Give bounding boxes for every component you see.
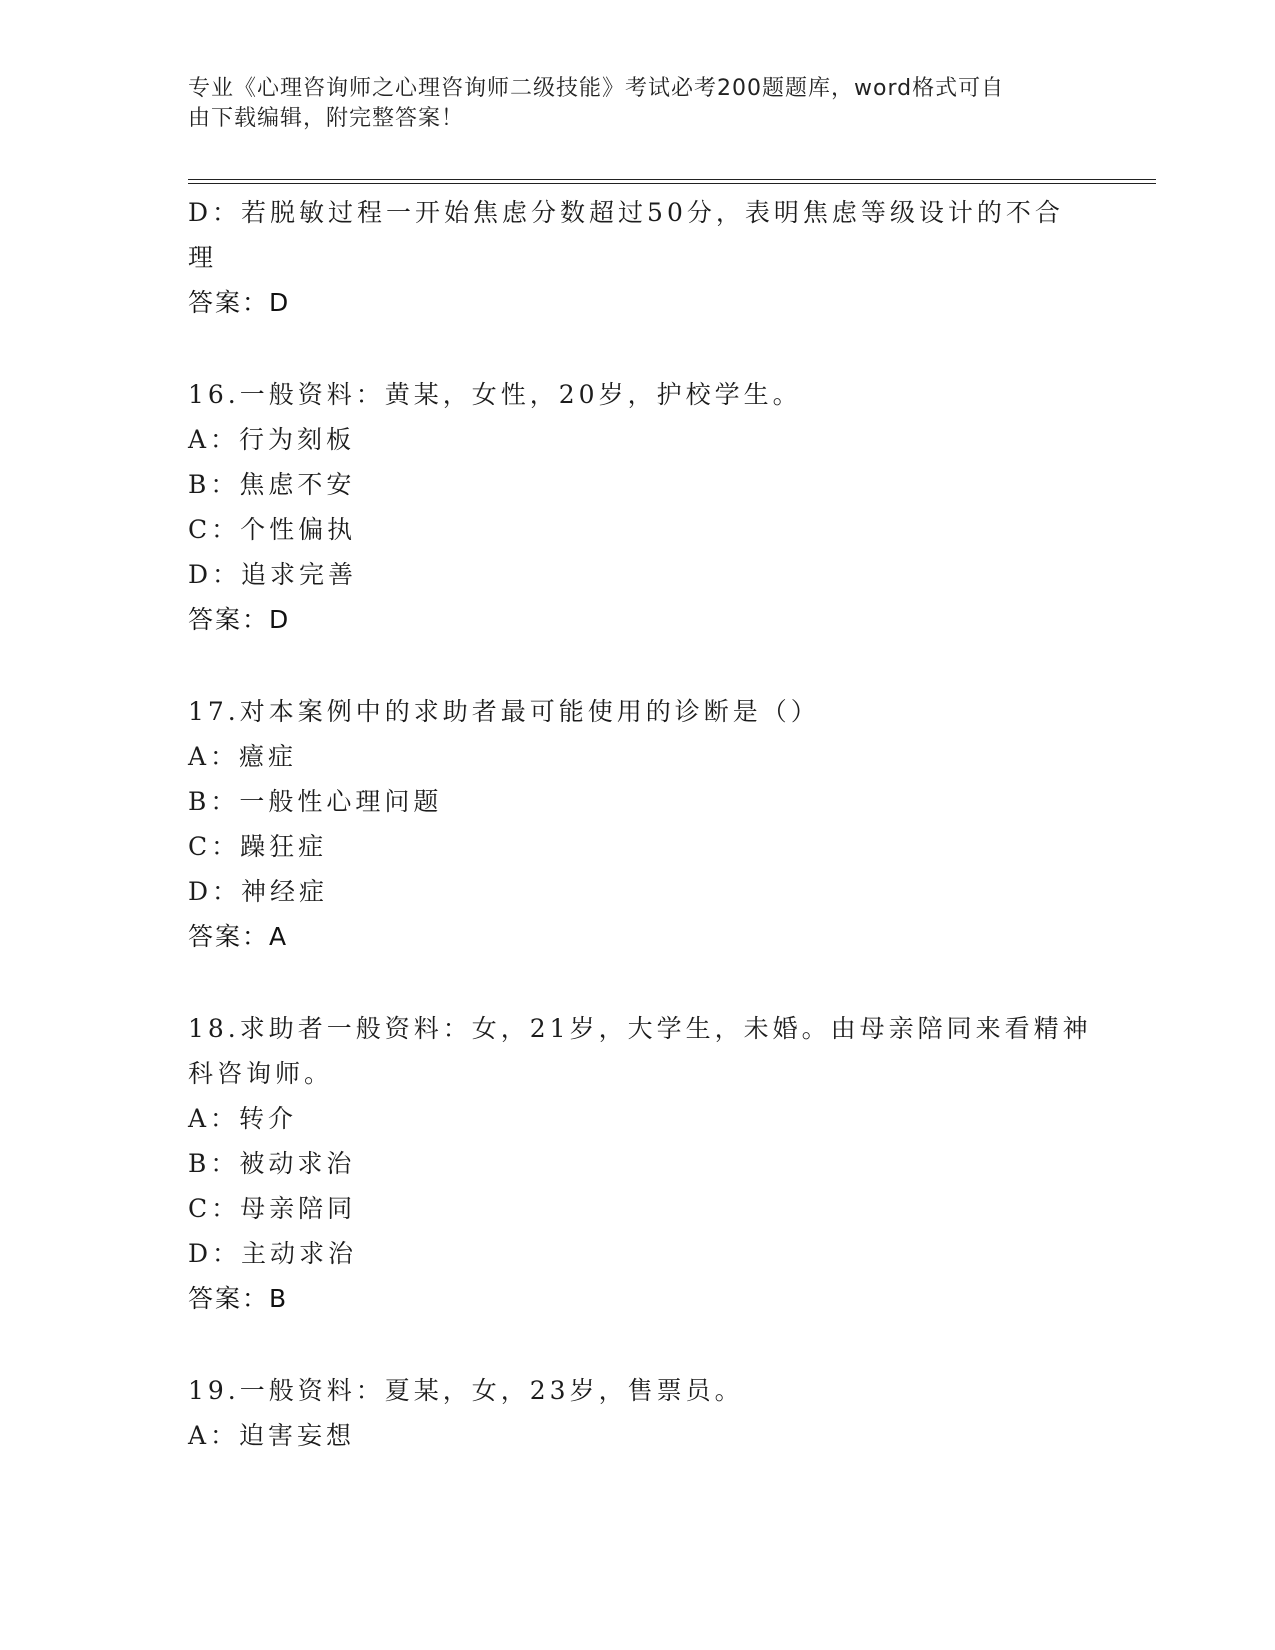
prev-option-d-line-2: 理 <box>188 243 218 272</box>
header-line-1: 专业《心理咨询师之心理咨询师二级技能》考试必考200题题库，word格式可自 <box>188 76 1005 101</box>
spacer <box>188 326 1088 372</box>
question-list <box>188 190 1092 1458</box>
question-18-option-a: A：转介 <box>188 1104 298 1133</box>
header-line-2: 由下载编辑，附完整答案！ <box>188 106 465 131</box>
prev-answer: 答案：D <box>188 288 291 317</box>
question-18-option-b: B：被动求治 <box>188 1149 356 1178</box>
question-17-option-a: A：癔症 <box>188 742 298 771</box>
question-16-option-c: C：个性偏执 <box>188 515 357 544</box>
question-16-stem: 16.一般资料：黄某，女性，20岁，护校学生。 <box>188 380 802 409</box>
spacer <box>188 1322 1088 1368</box>
spacer <box>188 643 1088 689</box>
question-17-option-d: D：神经症 <box>188 877 329 906</box>
question-18-stem-line-1: 18.求助者一般资料：女，21岁，大学生，未婚。由母亲陪同来看精神 <box>188 1014 1092 1043</box>
document-header <box>188 74 1068 134</box>
question-18-option-c: C：母亲陪同 <box>188 1194 357 1223</box>
prev-option-d-line-1: D：若脱敏过程一开始焦虑分数超过50分，表明焦虑等级设计的不合 <box>188 198 1064 227</box>
question-17-stem: 17.对本案例中的求助者最可能使用的诊断是（） <box>188 697 820 726</box>
question-19-stem: 19.一般资料：夏某，女，23岁，售票员。 <box>188 1376 744 1405</box>
question-17-answer: 答案：A <box>188 922 289 951</box>
question-18-stem-line-2: 科咨询师。 <box>188 1059 334 1088</box>
question-16-option-d: D：追求完善 <box>188 560 358 589</box>
question-19-option-a: A：迫害妄想 <box>188 1421 356 1450</box>
question-17-option-c: C：躁狂症 <box>188 832 328 861</box>
spacer <box>188 960 1088 1006</box>
header-rule-bottom <box>188 183 1156 184</box>
question-17-option-b: B：一般性心理问题 <box>188 787 443 816</box>
question-16-option-b: B：焦虑不安 <box>188 470 356 499</box>
question-18-option-d: D：主动求治 <box>188 1239 358 1268</box>
header-rule-top <box>188 179 1156 180</box>
question-16-answer: 答案：D <box>188 605 291 634</box>
question-18-answer: 答案：B <box>188 1284 289 1313</box>
question-16-option-a: A：行为刻板 <box>188 425 356 454</box>
